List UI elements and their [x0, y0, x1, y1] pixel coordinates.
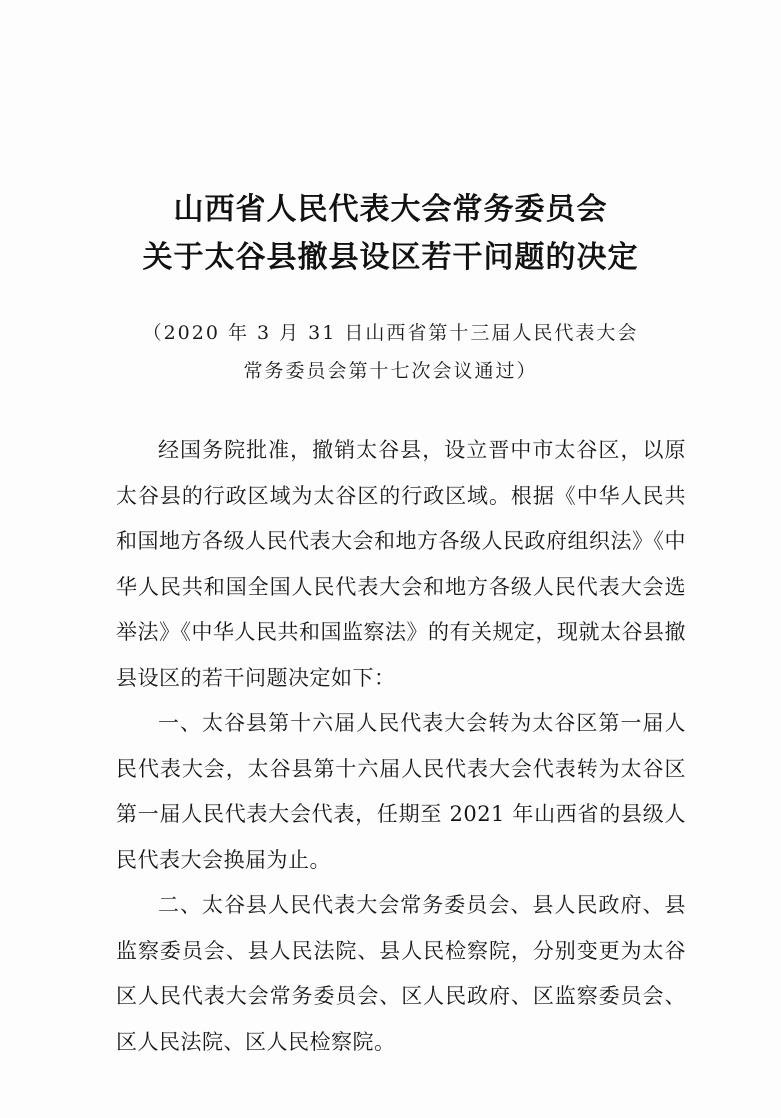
paragraph-article-2: 二、太谷县人民代表大会常务委员会、县人民政府、县监察委员会、县人民法院、县人民检察院，分别变更为太谷区人民代表大会常务委员会、区人民政府、区监察委员会、区人民法院、区人民检察院。 [116, 893, 686, 1054]
document-title-line-1: 山西省人民代表大会常务委员会 [173, 192, 608, 227]
adoption-note-line-1: （2020 年 3 月 31 日山西省第十三届人民代表大会 [142, 322, 639, 344]
adoption-note-line-2: 常务委员会第十七次会议通过） [243, 360, 538, 382]
document-body [116, 428, 686, 1065]
paragraph-article-1: 一、太谷县第十六届人民代表大会转为太谷区第一届人民代表大会，太谷县第十六届人民代表大会代表转为太谷区第一届人民代表大会代表，任期至 2021 年山西省的县级人民代表大会换届为止。 [116, 711, 686, 872]
document-title-line-2: 关于太谷县撤县设区若干问题的决定 [142, 240, 639, 275]
paragraph-preamble: 经国务院批准，撤销太谷县，设立晋中市太谷区，以原太谷县的行政区域为太谷区的行政区域。根据《中华人民共和国地方各级人民代表大会和地方各级人民政府组织法》《中华人民共和国全国人民代表大会和地方各级人民代表大会选举法》《中华人民共和国监察法》的有关规定，现就太谷县撤县设区的若干问题决定如下： [116, 438, 686, 690]
